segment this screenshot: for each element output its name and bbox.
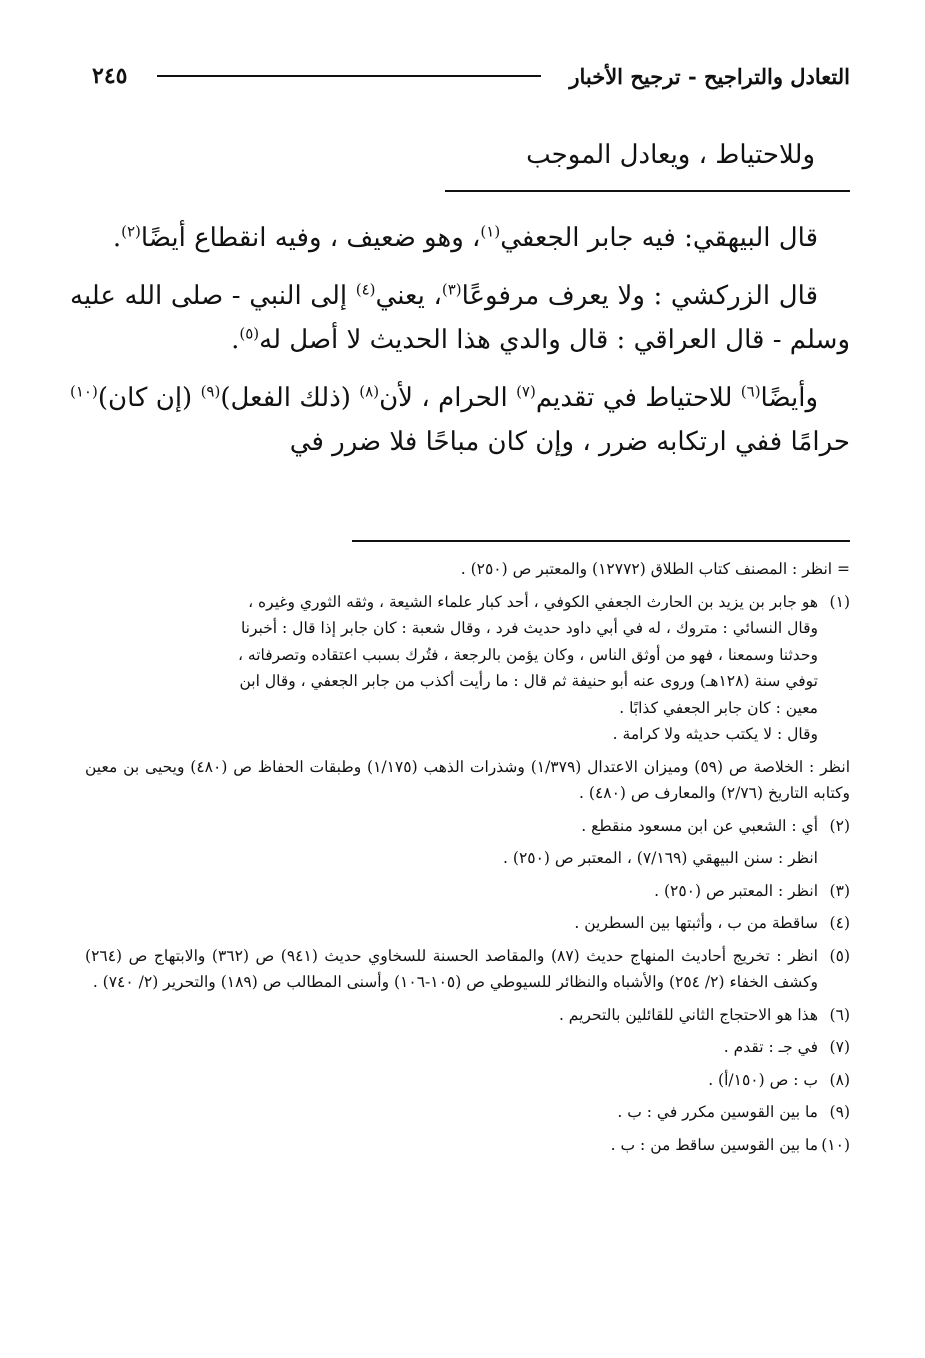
footnote-ref-9[interactable]: (٩): [200, 382, 221, 401]
carry-over-text: وللاحتياط ، ويعادل الموجب: [526, 140, 815, 170]
footnote-4: [85, 910, 850, 937]
footnote-ref-6[interactable]: (٦): [740, 382, 761, 401]
footnote-number: (٨): [829, 1070, 850, 1089]
footnote-ref-10[interactable]: (١٠): [70, 382, 98, 401]
footnote-separator: [352, 540, 850, 542]
footnote-number: (٤): [829, 914, 850, 932]
text-run: وأيضًا: [760, 383, 819, 413]
text-run: إلى النبي - صلى الله عليه وسلم - قال العراقي : قال والدي هذا الحديث لا أصل له: [70, 281, 850, 355]
text-run: حرامًا ففي ارتكابه ضرر ، وإن كان مباحًا فلا ضرر في: [289, 427, 850, 457]
footnote-line: معين : كان جابر الجعفي كذابًا .: [619, 698, 818, 717]
header-title: التعادل والتراجيح - ترجيح الأخبار: [569, 63, 850, 89]
footnote-number: (٣): [829, 881, 850, 900]
text-run: .: [112, 223, 122, 253]
footnote-number: (٥): [829, 946, 850, 965]
text-run: ، يعني: [375, 281, 442, 311]
footnote-8: [85, 1067, 850, 1094]
paragraph-3: [70, 376, 850, 464]
footnote-text: انظر : المعتبر ص (٢٥٠) .: [654, 881, 818, 900]
footnote-text: ب : ص (١٥٠/أ) .: [708, 1070, 818, 1089]
footnote-1-sources: انظر : الخلاصة ص (٥٩) وميزان الاعتدال (١/٣٧٩) وشذرات الذهب (١/١٧٥) وطبقات الحفاظ ص (٤٨٠) ويحيى بن معين وكتابه التاريخ (٢/٧٦) والمعارف ص (٤٨٠) .: [85, 757, 850, 802]
text-run: قال الزركشي : ولا يعرف مرفوعًا: [461, 281, 819, 311]
footnote-number: (٢): [829, 816, 850, 835]
footnote-number: (٧): [829, 1038, 850, 1056]
footnote-3: [85, 878, 850, 905]
text-run: .: [231, 325, 240, 355]
footnote-number: (٩): [829, 1103, 850, 1121]
footnote-ref-8[interactable]: (٨): [359, 382, 380, 401]
carry-over-rule: [445, 190, 850, 192]
footnote-ref-2[interactable]: (٢): [121, 222, 141, 241]
paragraph-2: [70, 274, 850, 362]
footnote-line: وقال النسائي : متروك ، له في أبي داود حديث فرد ، وقال شعبة : كان جابر إذا قال : أخبرنا: [240, 619, 818, 637]
footnote-text: انظر : تخريج أحاديث المنهاج حديث (٨٧) والمقاصد الحسنة للسخاوي حديث (٩٤١) ص (٣٦٢) والابتهاج ص (٢٦٤) وكشف الخفاء (٢/ ٢٥٤) والأشباه والنظائر للسيوطي ص (١٠٥-١٠٦) وأسنى المطالب ص (١٨٩) والتحرير (٢/ ٧٤٠) .: [85, 946, 818, 991]
footnote-ref-3[interactable]: (٣): [441, 280, 462, 299]
footnote-text: ساقطة من ب ، وأثبتها بين السطرين .: [574, 914, 818, 932]
footnote-text: في جـ : تقدم .: [723, 1038, 818, 1056]
text-run: الحرام ، لأن: [379, 383, 508, 413]
text-run: للاحتياط في تقديم: [535, 383, 733, 413]
text-run: (ذلك الفعل): [220, 383, 351, 413]
footnote-1: [85, 589, 850, 748]
text-run: (إن كان): [97, 383, 193, 413]
page-number: ٢٤٥: [92, 63, 128, 89]
footnote-number: (١): [829, 592, 850, 611]
text-run: ، وهو ضعيف ، وفيه انقطاع أيضًا: [140, 223, 481, 253]
footnote-text: ما بين القوسين ساقط من : ب .: [610, 1135, 818, 1154]
footnote-2-sources: انظر : سنن البيهقي (٧/١٦٩) ، المعتبر ص (٢٥٠) .: [503, 849, 818, 867]
footnote-line: وقال : لا يكتب حديثه ولا كرامة .: [612, 725, 818, 743]
running-header: [92, 56, 850, 96]
footnote-line: هو جابر بن يزيد بن الحارث الجعفي الكوفي ، أحد كبار علماء الشيعة ، وثقه الثوري وغيره ،: [248, 592, 818, 611]
footnote-number: (٦): [829, 1005, 850, 1024]
footnote-5: [85, 943, 850, 996]
footnote-ref-4[interactable]: (٤): [355, 280, 376, 299]
footnote-text: هذا هو الاحتجاج الثاني للقائلين بالتحريم .: [558, 1005, 818, 1024]
footnote-text: [85, 589, 818, 748]
paragraph-1: [70, 216, 850, 260]
footnote-carry-over: = انظر : المصنف كتاب الطلاق (١٢٧٧٢) والمعتبر ص (٢٥٠) .: [460, 560, 850, 578]
footnote-6: [85, 1002, 850, 1029]
footnote-2: [85, 813, 850, 840]
footnote-text: أي : الشعبي عن ابن مسعود منقطع .: [581, 816, 818, 835]
footnote-7: [85, 1034, 850, 1061]
footnotes: [85, 556, 850, 1164]
footnote-ref-7[interactable]: (٧): [516, 382, 536, 401]
main-text: [70, 216, 850, 478]
footnote-number: (١٠): [821, 1135, 850, 1154]
footnote-ref-5[interactable]: (٥): [239, 324, 260, 343]
header-rule: [157, 75, 541, 77]
footnote-text: ما بين القوسين مكرر في : ب .: [617, 1103, 818, 1121]
footnote-9: [85, 1099, 850, 1126]
footnote-10: [85, 1132, 850, 1159]
footnote-line: وحدثنا وسمعنا ، فهو من أوثق الناس ، وكان يؤمن بالرجعة ، فتُرك بسبب اعتقاده وتصرفاته ،: [237, 645, 818, 664]
footnote-line: توفي سنة (١٢٨هـ) وروى عنه أبو حنيفة ثم قال : ما رأيت أكذب من جابر الجعفي ، وقال ابن: [239, 672, 818, 690]
text-run: قال البيهقي: فيه جابر الجعفي: [500, 223, 818, 253]
footnote-ref-1[interactable]: (١): [480, 222, 501, 241]
